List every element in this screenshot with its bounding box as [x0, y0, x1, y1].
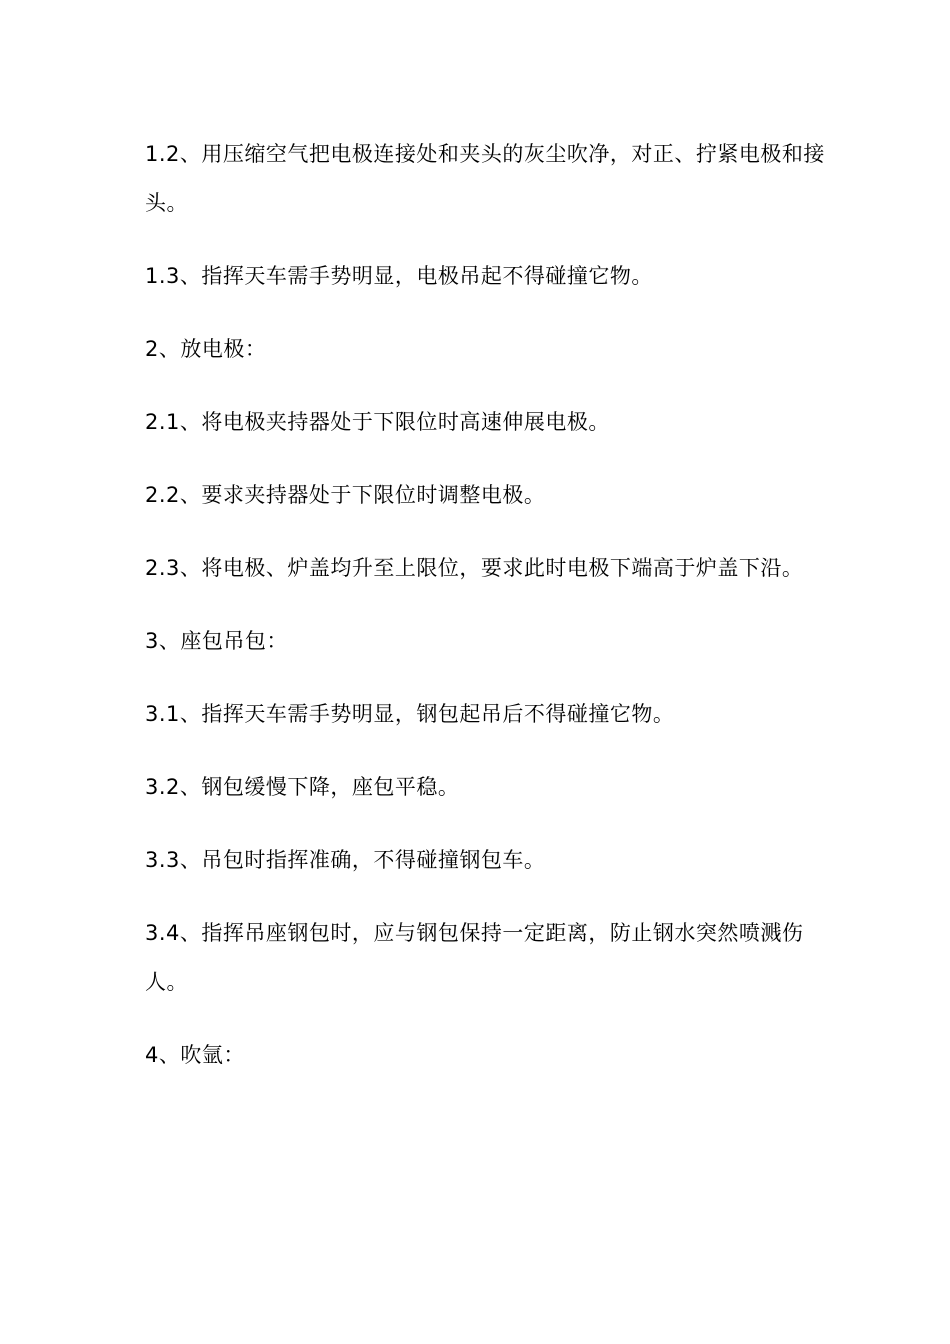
paragraph-1-2: 1.2、用压缩空气把电极连接处和夹头的灰尘吹净，对正、拧紧电极和接头。	[145, 142, 825, 215]
paragraph-1-3: 1.3、指挥天车需手势明显，电极吊起不得碰撞它物。	[145, 264, 653, 288]
paragraph-2-1: 2.1、将电极夹持器处于下限位时高速伸展电极。	[145, 410, 610, 434]
heading-4: 4、吹氩：	[145, 1043, 245, 1067]
heading-3: 3、座包吊包：	[145, 629, 288, 653]
paragraph-3-1: 3.1、指挥天车需手势明显，钢包起吊后不得碰撞它物。	[145, 702, 675, 726]
paragraph-3-2: 3.2、钢包缓慢下降，座包平稳。	[145, 775, 460, 799]
paragraph-2-3: 2.3、将电极、炉盖均升至上限位，要求此时电极下端高于炉盖下沿。	[145, 556, 804, 580]
paragraph-3-4: 3.4、指挥吊座钢包时，应与钢包保持一定距离，防止钢水突然喷溅伤人。	[145, 921, 804, 994]
document-body	[145, 130, 825, 1104]
heading-2: 2、放电极：	[145, 337, 267, 361]
paragraph-2-2: 2.2、要求夹持器处于下限位时调整电极。	[145, 483, 546, 507]
paragraph-3-3: 3.3、吊包时指挥准确，不得碰撞钢包车。	[145, 848, 546, 872]
